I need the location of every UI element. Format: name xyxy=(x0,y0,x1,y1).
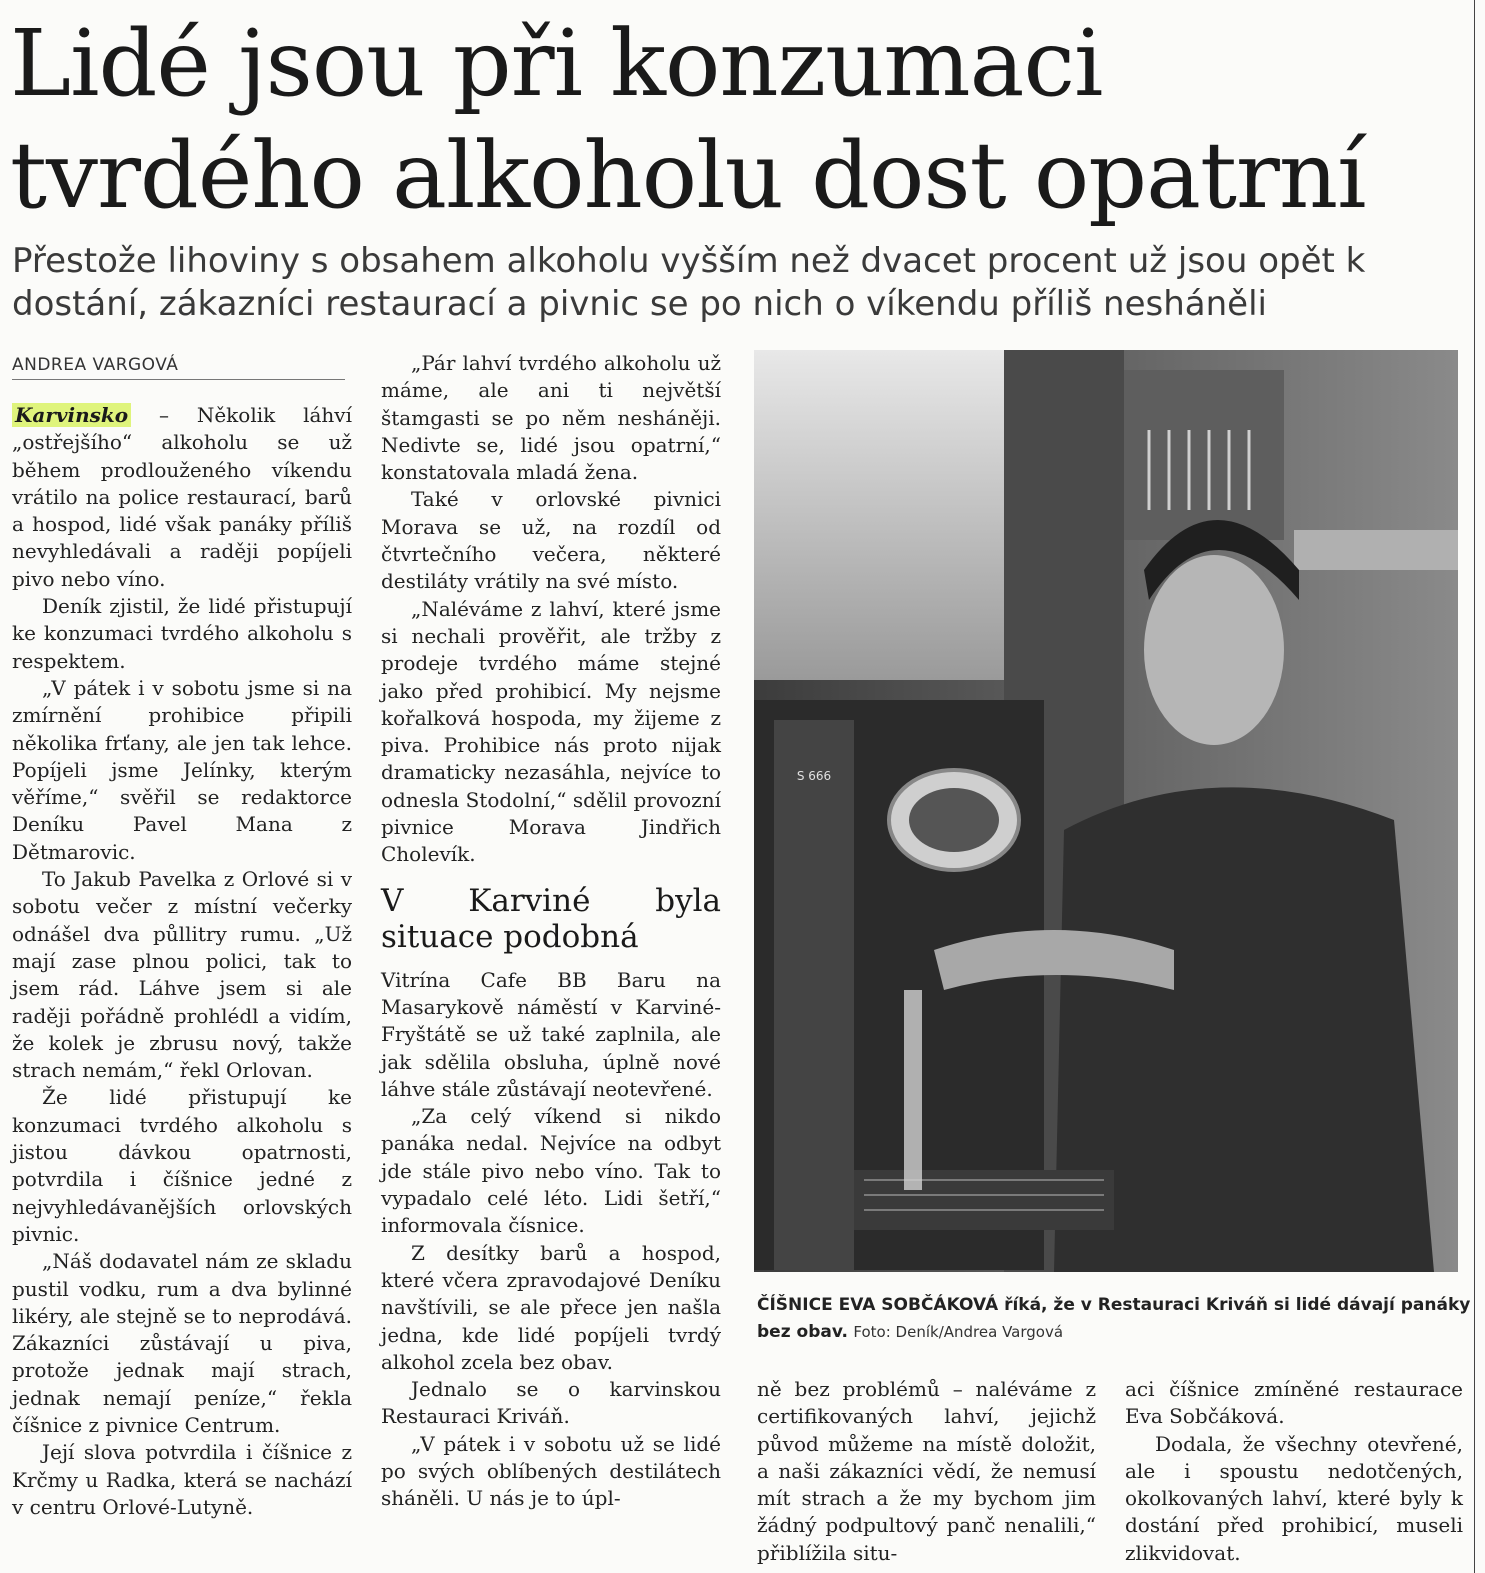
paragraph: Z desítky barů a hospod, které včera zpravodajové Deníku navštívili, se ale přece jen našla jedna, kde lidé popíjeli tvrdý alkohol zcela bez obav. xyxy=(381,1240,721,1374)
paragraph: To Jakub Pavelka z Orlové si v sobotu večer z místní večerky odnášel dva půllitry rumu. „Už mají zase plnou polici, tak to jsem rád. Láhve jsem si ale raději pořádně prohlédl a vidím, že kolek je zbrusu nový, takže strach nemám,“ řekl Orlovan. xyxy=(12,867,352,1083)
paragraph: „Pár lahví tvrdého alkoholu už máme, ale ani ti největší štamgasti se po něm nesháněji. Nedivte se, lidé jsou opatrní,“ konstatovala mladá žena. xyxy=(381,351,721,485)
headline xyxy=(10,8,1450,232)
paragraph: Deník zjistil, že lidé přistupují ke konzumaci tvrdého alkoholu s respektem. xyxy=(12,594,352,673)
caption-lead: ČÍŠNICE EVA SOBČÁKOVÁ říká, že v Restauraci Kriváň si lidé dávají panáky bez obav. xyxy=(757,1295,1471,1342)
paragraph: Dodala, že všechny otevřené, ale i spoustu nedotčených, okolkovaných lahví, které byly k dostání před prohibicí, museli zlikvidovat. xyxy=(1125,1431,1463,1565)
photo-caption xyxy=(757,1292,1477,1346)
article-column-2 xyxy=(381,350,721,1513)
paragraph: „Náš dodavatel nám ze skladu pustil vodku, rum a dva bylinné likéry, ale stejně se to neprodává. Zákazníci zůstávají u piva, protože jednak mají strach, jednak nemají peníze,“ řekla číšnice z pivnice Centrum. xyxy=(12,1249,352,1437)
article-column-1 xyxy=(12,402,352,1521)
dateline: Karvinsko xyxy=(12,403,131,427)
intro-text: – Několik láhví „ostřejšího“ alkoholu se už během prodlouženého víkendu vrátilo na police restaurací, barů a hospod, lidé však panáky příliš nevyhledávali a raději popíjeli pivo nebo víno. xyxy=(12,403,352,591)
headline-line-1: Lidé jsou při konzumaci xyxy=(10,10,1103,117)
paragraph: Její slova potvrdila i číšnice z Krčmy u Radka, která se nachází v centru Orlové-Lutyně. xyxy=(12,1440,352,1519)
section-subtitle: V Karviné byla situace podobná xyxy=(381,882,721,955)
subheadline: Přestože lihoviny s obsahem alkoholu vyšším než dvacet procent už jsou opět k dostání, zákazníci restaurací a pivnic se po nich o víkendu příliš nesháněli xyxy=(12,241,1366,324)
paragraph: Také v orlovské pivnici Morava se už, na rozdíl od čtvrtečního večera, některé destiláty vrátily na své místo. xyxy=(381,487,721,594)
woman-face xyxy=(1144,555,1284,745)
photo-illustration xyxy=(754,350,1458,1272)
paragraph: aci číšnice zmíněné restaurace Eva Sobčáková. xyxy=(1125,1377,1463,1429)
beer-stream xyxy=(904,990,922,1190)
photo-credit: Foto: Deník/Andrea Vargová xyxy=(853,1323,1064,1341)
paragraph: „Za celý víkend si nikdo panáka nedal. Nejvíce na odbyt jde stále pivo nebo víno. Tak to vypadalo celé léto. Lidi šetří,“ informovala čísnice. xyxy=(381,1104,721,1238)
column-rule xyxy=(1474,0,1475,1573)
paragraph: Jednalo se o karvinskou Restauraci Kriváň. xyxy=(381,1377,721,1429)
headline-line-2: tvrdého alkoholu dost opatrní xyxy=(10,122,1366,229)
sign-label: S 666 xyxy=(796,769,832,783)
paragraph: „Naléváme z lahví, které jsme si nechali prověřit, ale tržby z prodeje tvrdého máme stejné jako před prohibicí. My nejsme kořalková hospoda, my žijeme z piva. Prohibice nás proto nijak dramaticky nezasáhla, nejvíce to odnesla Stodolní,“ sdělil provozní pivnice Morava Jindřich Cholevík. xyxy=(381,596,721,867)
paragraph: ně bez problémů – naléváme z certifikovaných lahví, jejichž původ můžeme na místě doložit, a naši zákazníci vědí, že nemusí mít strach a že my bychom jim žádný podpultový panč nenalili,“ přiblížila situ- xyxy=(757,1377,1096,1565)
paragraph: „V pátek i v sobotu jsme si na zmírnění prohibice připili několika frťany, ale jen tak lehce. Popíjeli jsme Jelínky, kterým věříme,“ svěřil se redaktorce Deníku Pavel Mana z Dětmarovic. xyxy=(12,675,352,864)
paragraph: Že lidé přistupují ke konzumaci tvrdého alkoholu s jistou dávkou opatrnosti, potvrdila i číšnice jedné z nejvyhledávanějších orlovských pivnic. xyxy=(12,1085,352,1246)
lead-paragraph xyxy=(12,402,352,593)
window xyxy=(754,350,1004,680)
paragraph: Vitrína Cafe BB Baru na Masarykově náměstí v Karviné-Fryštátě se už také zaplnila, ale jak sdělila obsluha, úplně nové láhve stále zůstávají neotevřené. xyxy=(381,967,721,1101)
article-column-4 xyxy=(1125,1376,1463,1567)
byline: ANDREA VARGOVÁ xyxy=(12,355,345,380)
article-column-3 xyxy=(757,1376,1096,1567)
paragraph: „V pátek i v sobotu už se lidé po svých oblíbených destilátech sháněli. U nás je to úpl- xyxy=(381,1431,721,1511)
article-photo xyxy=(754,350,1458,1272)
